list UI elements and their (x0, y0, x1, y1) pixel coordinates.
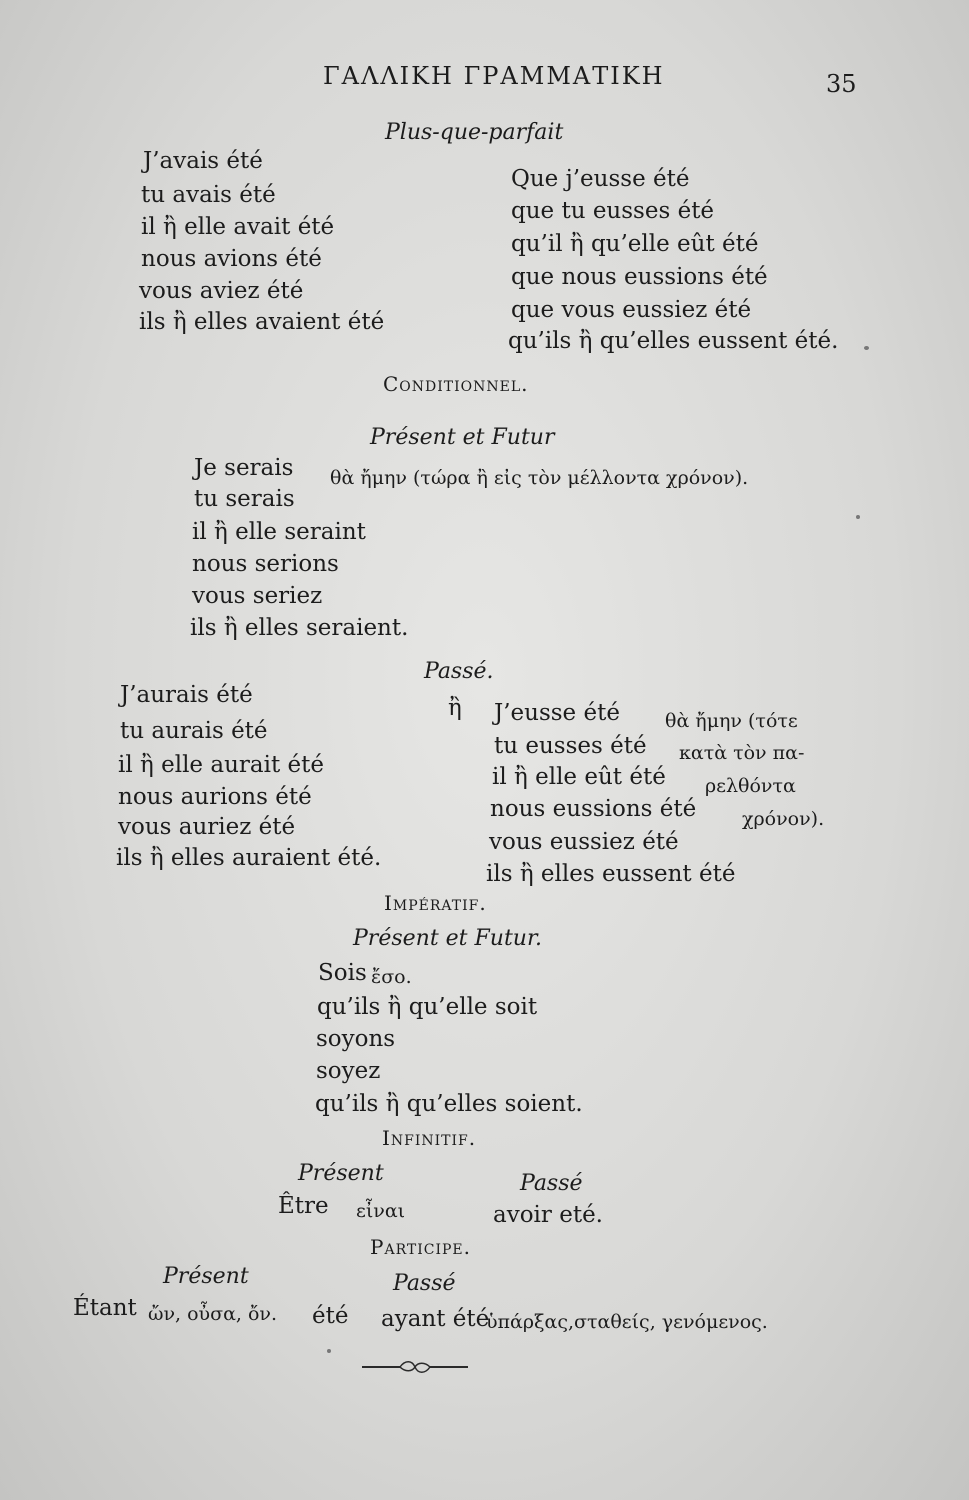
print-speck (856, 515, 860, 519)
cond-present-line: Je serais (194, 455, 294, 481)
running-head: ΓΑΛΛΙΚΗ ΓΡΑΜΜΑΤΙΚΗ (323, 62, 665, 90)
infinitif-heading: Infinitif. (382, 1126, 477, 1150)
cond-present-greek: θὰ ἤμην (τώρα ἢ εἰς τὸν μέλλοντα χρόνον). (330, 467, 749, 489)
participe-heading: Participe. (370, 1235, 471, 1259)
imperatif-line: soyez (316, 1058, 381, 1084)
cond-passe-greek-line: χρόνον). (742, 808, 825, 830)
pqp-right-line: Que j’eusse été (511, 166, 690, 192)
infinitif-present-label: Présent (298, 1161, 384, 1186)
cond-passe-right-line: J’eusse été (494, 700, 620, 726)
cond-passe-conjunction: ἢ (448, 695, 462, 721)
cond-present-line: il ἢ elle seraint (192, 519, 366, 545)
participe-passe-gr: ὑπάρξας,σταθείς, γενόμενος. (486, 1311, 768, 1333)
cond-passe-right-line: ils ἢ elles eussent été (486, 861, 736, 887)
cond-passe-right-line: tu eusses été (494, 733, 647, 759)
participe-present-fr: Étant (73, 1295, 137, 1321)
imperatif-line: qu’ils ἢ qu’elles soient. (315, 1091, 583, 1117)
participe-present-label: Présent (163, 1264, 249, 1289)
pqp-left-line: vous aviez été (139, 278, 304, 304)
cond-passe-right-line: vous eussiez été (489, 829, 679, 855)
imperatif-line: qu’ils ἢ qu’elle soit (317, 994, 538, 1020)
cond-passe-left-line: vous auriez été (118, 814, 296, 840)
imperatif-line: soyons (316, 1026, 396, 1052)
cond-passe-greek-line: θὰ ἤμην (τότε (665, 710, 798, 732)
print-speck (327, 1349, 331, 1353)
pqp-left-line: tu avais été (141, 182, 276, 208)
imperatif-sub-heading: Présent et Futur. (353, 926, 543, 951)
cond-passe-left-line: tu aurais été (120, 718, 268, 744)
participe-passe-label: Passé (393, 1271, 456, 1296)
imperatif-line: Sois (318, 960, 367, 986)
infinitif-passe-fr: avoir eté. (493, 1202, 603, 1228)
pqp-left-line: nous avions été (141, 246, 322, 272)
pqp-left-line: il ἢ elle avait été (141, 214, 335, 240)
participe-passe-fr: ayant été (381, 1306, 490, 1332)
conditionnel-heading: Conditionnel. (383, 372, 529, 396)
print-speck (864, 346, 869, 350)
infinitif-present-fr: Être (278, 1193, 329, 1219)
pqp-left-line: ils ἢ elles avaient été (139, 309, 385, 335)
infinitif-passe-label: Passé (520, 1171, 583, 1196)
pqp-right-line: qu’il ἢ qu’elle eût été (511, 231, 759, 257)
plusqueparfait-heading: Plus-que-parfait (385, 120, 564, 145)
cond-passe-left-line: ils ἢ elles auraient été. (116, 845, 382, 871)
pqp-right-line: qu’ils ἢ qu’elles eussent été. (508, 328, 839, 354)
cond-passe-left-line: il ἢ elle aurait été (118, 752, 324, 778)
imperatif-greek: ἔσο. (371, 966, 412, 988)
imperatif-heading: Impératif. (384, 891, 487, 915)
cond-passe-right-line: nous eussions été (490, 796, 697, 822)
page-number: 35 (826, 70, 857, 98)
participe-present-tail: été (312, 1303, 349, 1329)
pqp-right-line: que tu eusses été (511, 198, 715, 224)
cond-present-line: ils ἢ elles seraient. (190, 615, 409, 641)
cond-passe-greek-line: ρελθόντα (705, 775, 796, 797)
pqp-right-line: que vous eussiez été (511, 297, 752, 323)
pqp-right-line: que nous eussions été (511, 264, 768, 290)
cond-passe-right-line: il ἢ elle eût été (492, 764, 666, 790)
cond-passe-greek-line: κατὰ τὸν πα- (679, 742, 805, 764)
tailpiece-ornament (360, 1358, 470, 1376)
cond-present-line: tu serais (194, 486, 295, 512)
cond-passe-left-line: J’aurais été (120, 682, 253, 708)
participe-present-gr: ὤν, οὖσα, ὄν. (148, 1303, 278, 1325)
cond-present-line: vous seriez (192, 583, 323, 609)
cond-passe-left-line: nous aurions été (118, 784, 312, 810)
infinitif-present-gr: εἶναι (356, 1200, 406, 1222)
pqp-left-line: J’avais été (143, 148, 263, 174)
conditionnel-passe-heading: Passé. (424, 659, 494, 684)
conditionnel-present-heading: Présent et Futur (370, 425, 555, 450)
cond-present-line: nous serions (192, 551, 339, 577)
